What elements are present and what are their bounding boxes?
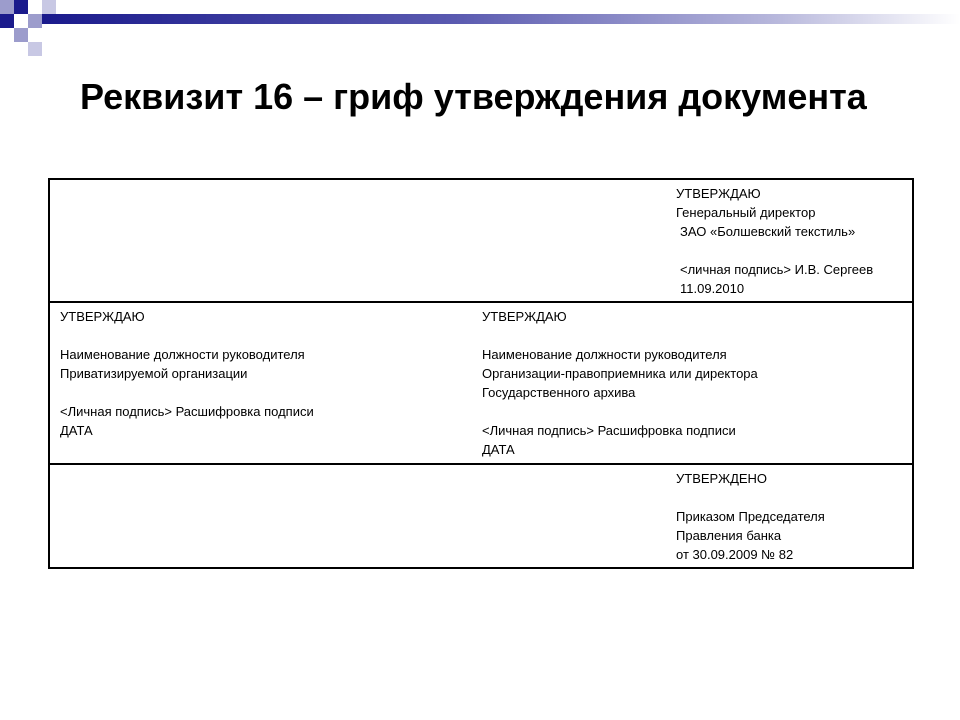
approval-order-line: Правления банка	[676, 528, 782, 543]
approval-signature: <личная подпись> И.В. Сергеев	[680, 262, 874, 277]
approval-signature: <Личная подпись> Расшифровка подписи	[60, 404, 314, 419]
approval-order-line: Приказом Председателя	[676, 509, 825, 524]
approval-block-bank-order	[49, 464, 913, 568]
decor-square	[14, 0, 28, 14]
approval-block-general-director	[49, 179, 913, 302]
approval-position: Государственного архива	[482, 385, 636, 400]
approval-organization: ЗАО «Болшевский текстиль»	[680, 224, 856, 239]
approval-block-successor-org	[482, 303, 902, 459]
approval-blocks-pair	[49, 302, 913, 464]
approval-date: ДАТА	[482, 442, 515, 457]
table-row	[49, 464, 913, 568]
approval-signature: <Личная подпись> Расшифровка подписи	[482, 423, 736, 438]
approval-block-privatized-org	[50, 303, 482, 440]
approval-heading: УТВЕРЖДАЮ	[482, 309, 567, 324]
approval-position: Наименование должности руководителя	[60, 347, 305, 362]
approval-position: Организации-правоприемника или директора	[482, 366, 758, 381]
decor-square	[28, 42, 42, 56]
approval-heading: УТВЕРЖДЕНО	[676, 471, 768, 486]
approval-date: ДАТА	[60, 423, 93, 438]
decor-square	[14, 28, 28, 42]
decor-square	[0, 0, 14, 14]
slide-title: Реквизит 16 – гриф утверждения документа	[80, 76, 867, 117]
table-row	[49, 302, 913, 464]
header-gradient-bar	[42, 14, 960, 24]
approval-position: Приватизируемой организации	[60, 366, 248, 381]
table-row	[49, 179, 913, 302]
approval-order-line: от 30.09.2009 № 82	[676, 547, 794, 562]
approval-heading: УТВЕРЖДАЮ	[676, 186, 761, 201]
approval-position: Наименование должности руководителя	[482, 347, 727, 362]
decor-square	[0, 14, 14, 28]
decor-square	[28, 14, 42, 28]
decor-square	[42, 0, 56, 14]
approval-heading: УТВЕРЖДАЮ	[60, 309, 145, 324]
approval-date: 11.09.2010	[680, 281, 745, 296]
approval-position: Генеральный директор	[676, 205, 816, 220]
approval-stamp-table	[48, 178, 914, 569]
